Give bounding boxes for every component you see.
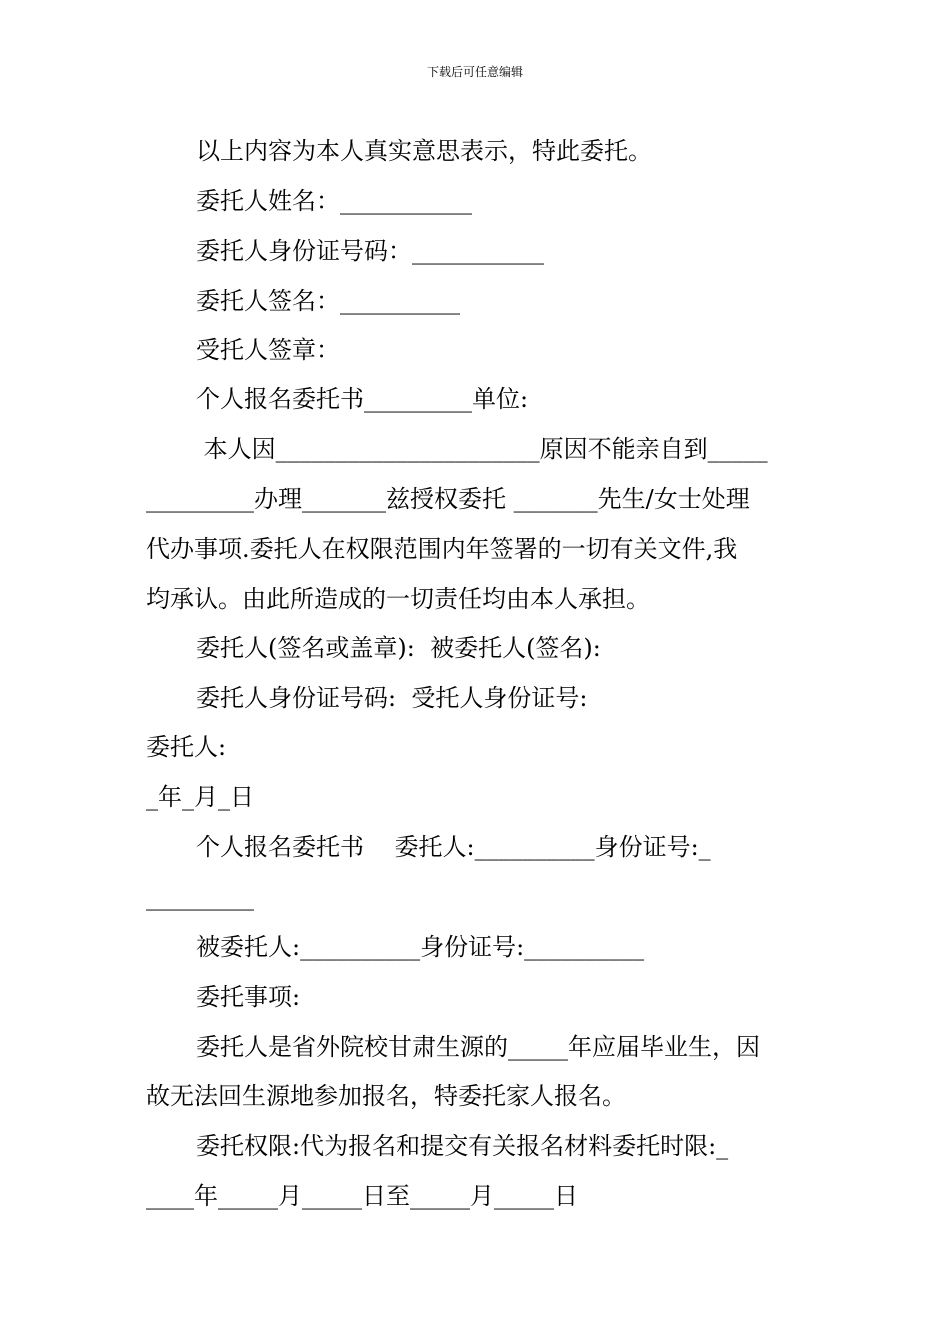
- matters-line-2: 故无法回生源地参加报名，特委托家人报名。: [146, 1082, 626, 1110]
- responsibility-line: 均承认。由此所造成的一切责任均由本人承担。: [146, 585, 650, 613]
- authorization-line: _________办理_______兹授权委托 _______先生/女士处理: [146, 485, 750, 513]
- scope-line: 代办事项.委托人在权限范围内年签署的一切有关文件,我: [146, 535, 738, 563]
- agent-seal-line: 受托人签章：: [196, 336, 340, 364]
- statement-line: 以上内容为本人真实意思表示，特此委托。: [196, 137, 652, 165]
- reason-line: 本人因______________________原因不能亲自到_____: [196, 435, 768, 463]
- entrusted-matters-heading: 委托事项:: [196, 983, 301, 1011]
- signatures-line: 委托人(签名或盖章): 被委托人(签名):: [196, 634, 601, 662]
- authority-line: 委托权限:代为报名和提交有关报名材料委托时限:_: [196, 1132, 729, 1160]
- form-title-unit-line: 个人报名委托书_________单位:: [196, 385, 529, 413]
- id-numbers-line: 委托人身份证号码: 受托人身份证号:: [196, 684, 588, 712]
- period-line: ____年_____月_____日至_____月_____日: [146, 1182, 578, 1210]
- principal-signature-line: 委托人签名：__________: [196, 287, 460, 315]
- second-form-title-line: 个人报名委托书 委托人:__________身份证号:_: [196, 833, 711, 861]
- principal-id-line: 委托人身份证号码：___________: [196, 237, 544, 265]
- date-line: _年_月_日: [146, 783, 254, 811]
- matters-line-1: 委托人是省外院校甘肃生源的_____年应届毕业生，因: [196, 1033, 760, 1061]
- blank-continuation-line: _________: [146, 883, 254, 911]
- principal-label-line: 委托人:: [146, 733, 227, 761]
- principal-name-line: 委托人姓名：___________: [196, 187, 472, 215]
- agent-id-line: 被委托人:__________身份证号:__________: [196, 933, 645, 961]
- page-header: 下载后可任意编辑: [426, 65, 523, 79]
